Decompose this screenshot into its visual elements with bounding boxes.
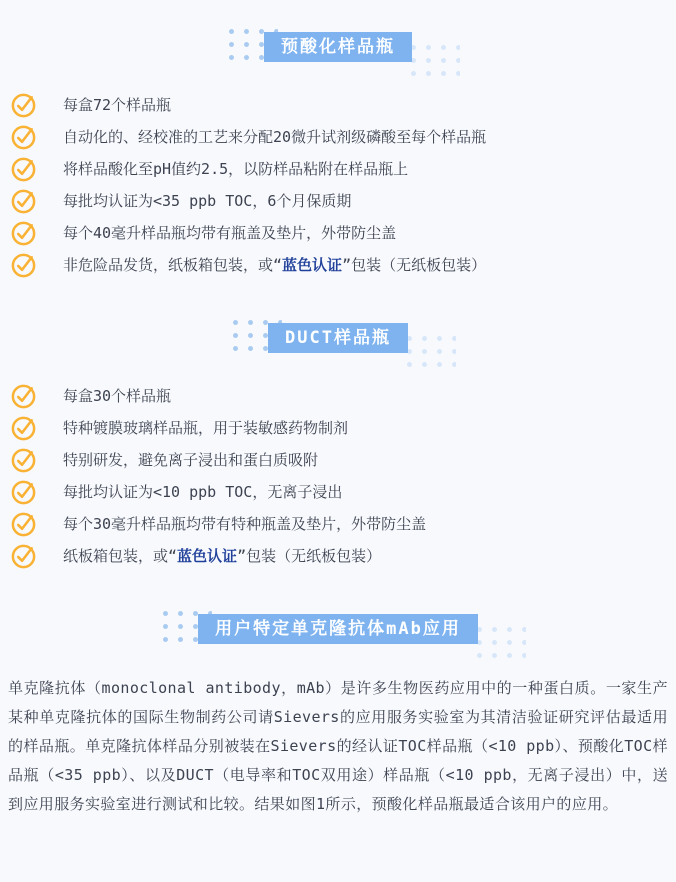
list-item-text: 特种镀膜玻璃样品瓶，用于装敏感药物制剂	[63, 418, 349, 437]
check-circle-icon	[10, 155, 37, 182]
check-circle-icon	[10, 251, 37, 278]
checklist-preacidified	[0, 88, 676, 280]
list-item-text: 每盒72个样品瓶	[63, 95, 172, 114]
dots-decoration	[404, 39, 460, 77]
list-item-text: 每盒30个样品瓶	[63, 386, 172, 405]
list-item-text: 将样品酸化至pH值约2.5，以防样品粘附在样品瓶上	[63, 159, 409, 178]
list-item-text: 每个30毫升样品瓶均带有特种瓶盖及垫片，外带防尘盖	[63, 514, 427, 533]
check-circle-icon	[10, 542, 37, 569]
list-item-text-prefix: 非危险品发货，纸板箱包装，或“	[63, 255, 283, 274]
check-circle-icon	[10, 187, 37, 214]
section-header-mab-application	[198, 614, 478, 644]
list-item	[10, 507, 676, 539]
check-circle-icon	[10, 414, 37, 441]
list-item	[10, 120, 676, 152]
list-item	[10, 248, 676, 280]
body-paragraph: 单克隆抗体（monoclonal antibody，mAb）是许多生物医药应用中的一种蛋白质。一家生产某种单克隆抗体的国际生物制药公司请Sievers的应用服务实验室为其清洁验证研究评估最适用的样品瓶。单克隆抗体样品分别被装在Sievers的经认证TOC样品瓶（<10 ppb）、预酸化TOC样品瓶（<35 ppb）、以及DUCT（电导率和TOC双用途）样品瓶（<10 ppb，无离子浸出）中，送到应用服务实验室进行测试和比较。结果如图1所示，预酸化样品瓶最适合该用户的应用。	[8, 679, 668, 813]
check-circle-icon	[10, 510, 37, 537]
check-circle-icon	[10, 91, 37, 118]
list-item	[10, 184, 676, 216]
checklist-duct	[0, 379, 676, 571]
list-item-text: 每批均认证为<10 ppb TOC，无离子浸出	[63, 482, 343, 501]
list-item	[10, 443, 676, 475]
blue-certified-link[interactable]: 蓝色认证	[282, 255, 343, 274]
list-item	[10, 216, 676, 248]
check-circle-icon	[10, 382, 37, 409]
list-item-text-suffix: ”包装（无纸板包装）	[342, 255, 487, 274]
list-item-text	[63, 545, 381, 566]
check-circle-icon	[10, 123, 37, 150]
check-circle-icon	[10, 219, 37, 246]
list-item-text-suffix: ”包装（无纸板包装）	[237, 546, 382, 565]
list-item-text	[63, 254, 486, 275]
section-header-preacidified	[264, 32, 412, 62]
list-item-text: 每批均认证为<35 ppb TOC，6个月保质期	[63, 191, 352, 210]
section-title-badge: 预酸化样品瓶	[264, 32, 412, 62]
check-circle-icon	[10, 446, 37, 473]
list-item	[10, 88, 676, 120]
list-item	[10, 152, 676, 184]
list-item-text: 特别研发，避免离子浸出和蛋白质吸附	[63, 450, 319, 469]
list-item	[10, 475, 676, 507]
list-item	[10, 539, 676, 571]
blue-certified-link[interactable]: 蓝色认证	[177, 546, 238, 565]
check-circle-icon	[10, 478, 37, 505]
list-item	[10, 379, 676, 411]
section-header-duct	[268, 323, 408, 353]
dots-decoration	[470, 621, 526, 659]
list-item	[10, 411, 676, 443]
page	[0, 32, 676, 819]
list-item-text: 自动化的、经校准的工艺来分配20微升试剂级磷酸至每个样品瓶	[63, 127, 487, 146]
list-item-text-prefix: 纸板箱包装，或“	[63, 546, 178, 565]
section-title-badge: DUCT样品瓶	[268, 323, 408, 353]
list-item-text: 每个40毫升样品瓶均带有瓶盖及垫片，外带防尘盖	[63, 223, 397, 242]
dots-decoration	[400, 330, 456, 368]
section-title-badge: 用户特定单克隆抗体mAb应用	[198, 614, 478, 644]
